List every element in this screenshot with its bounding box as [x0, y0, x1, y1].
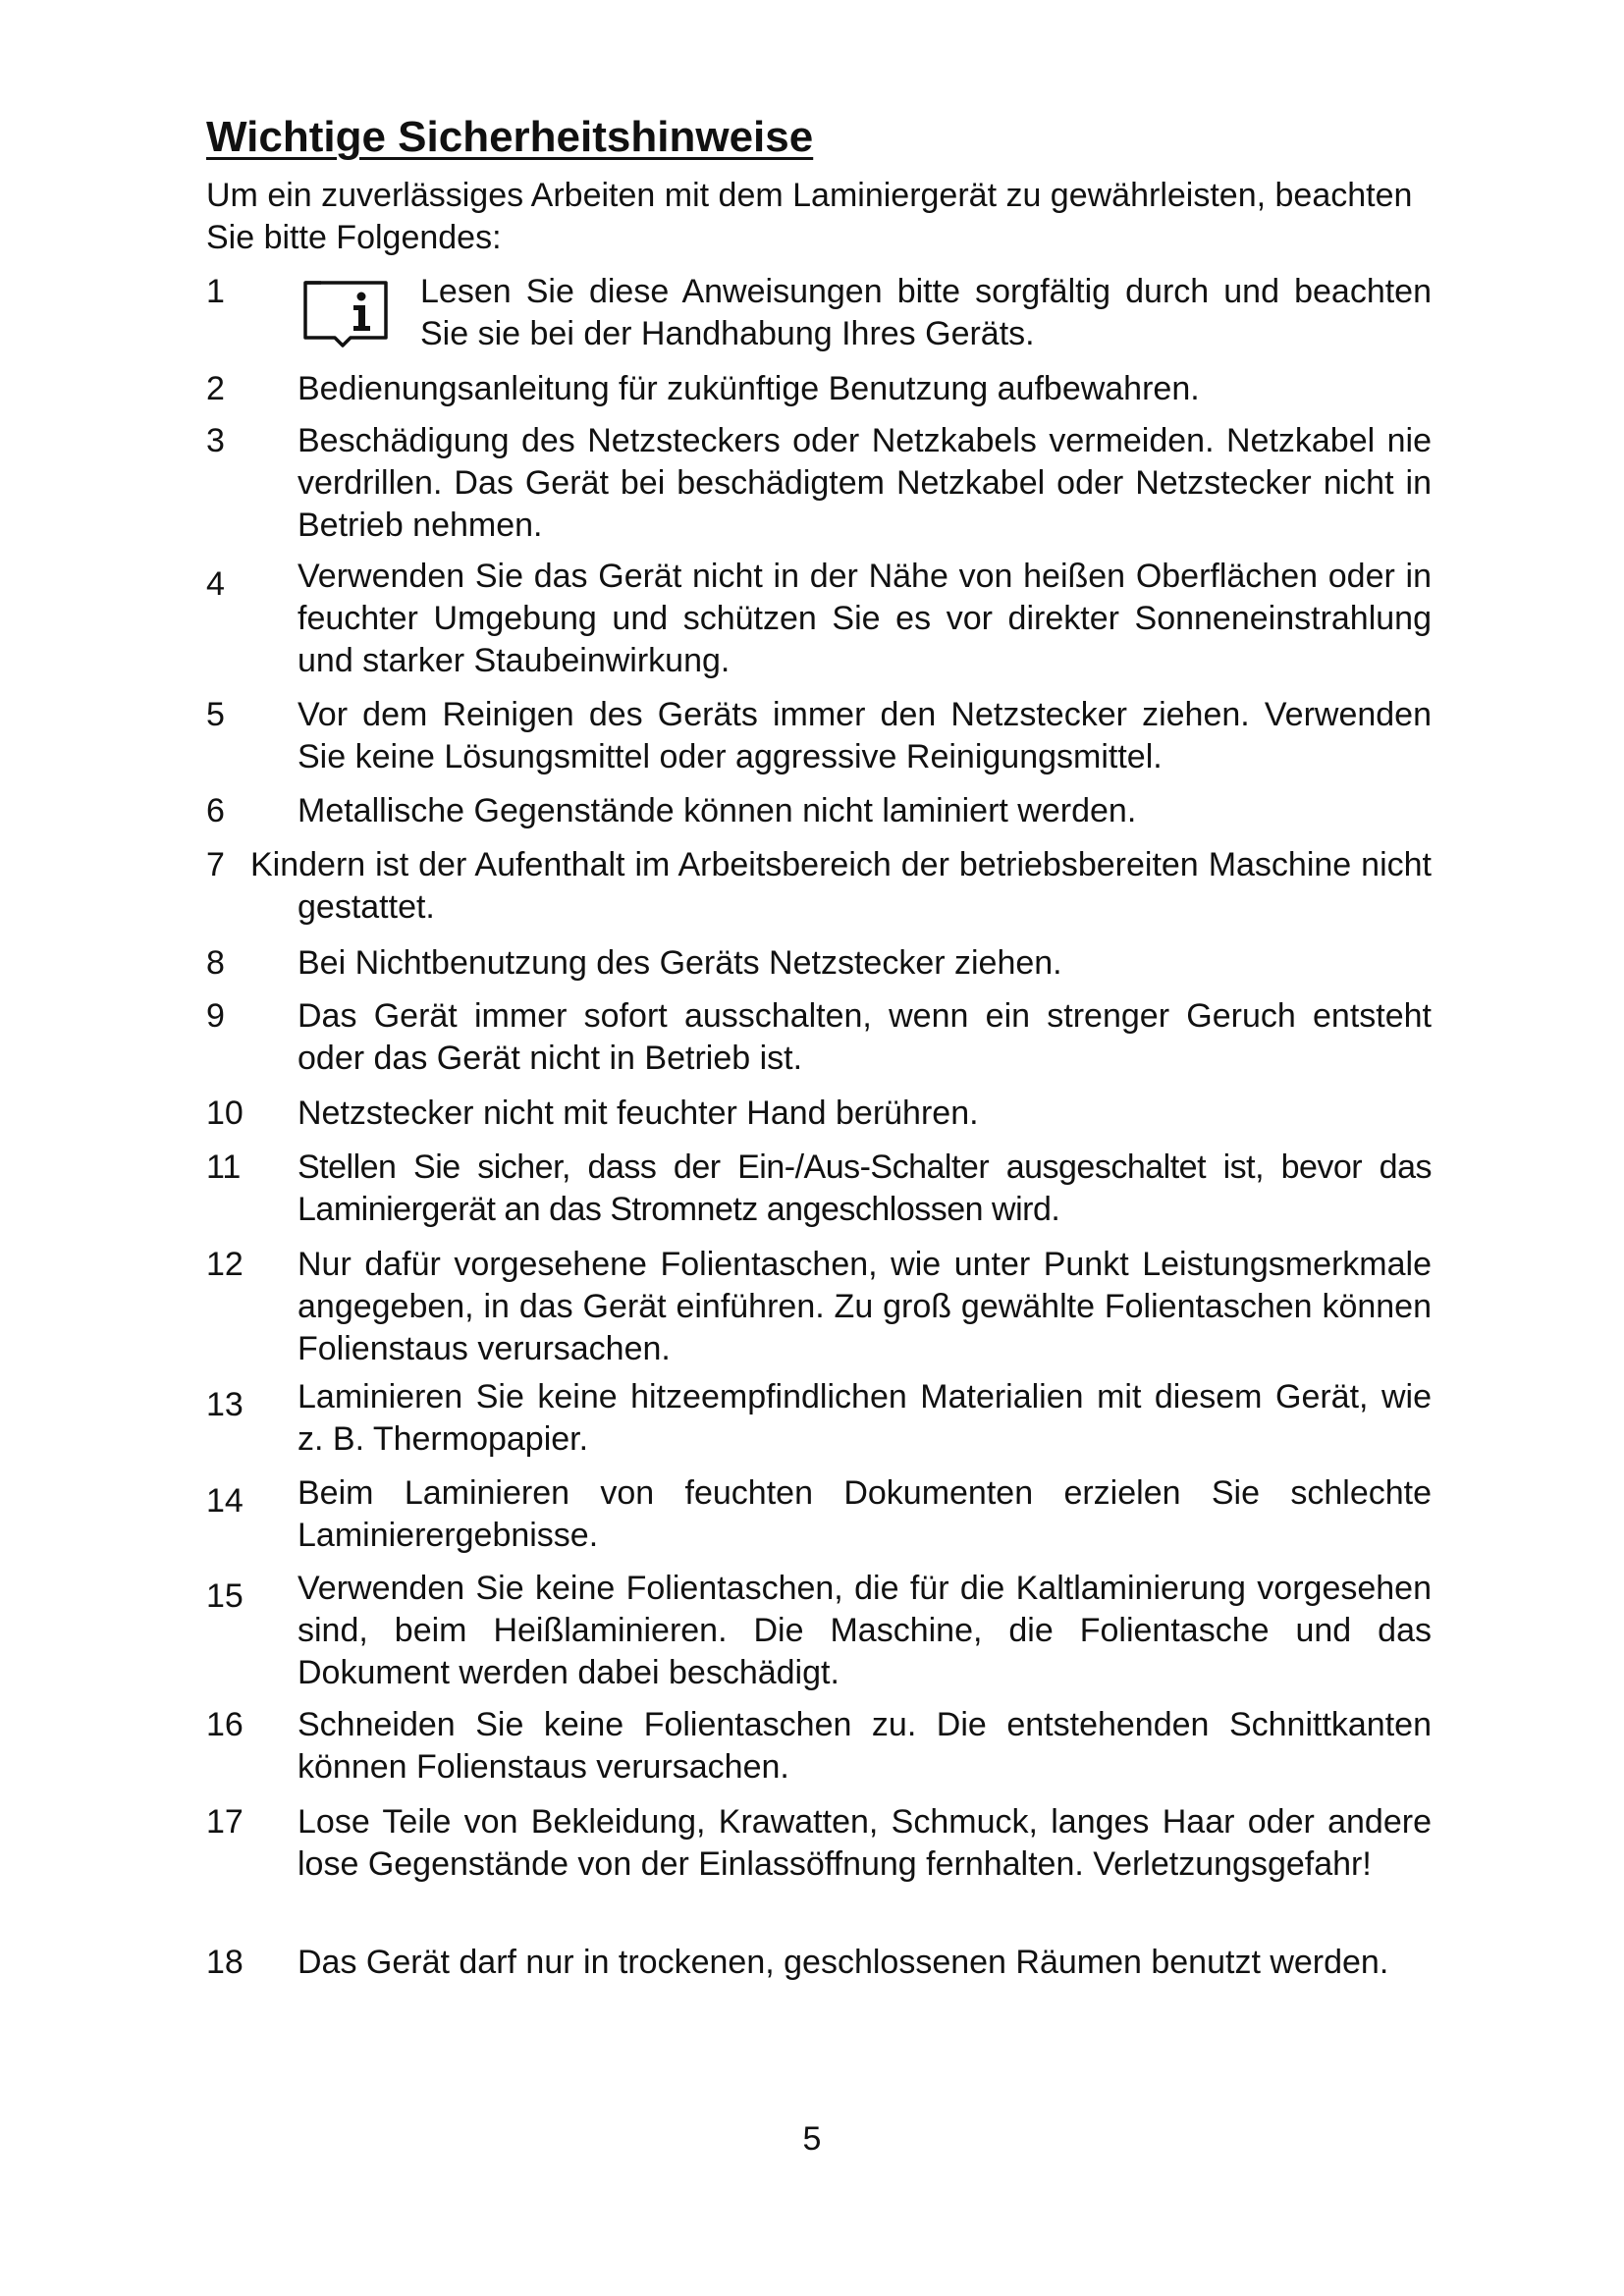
page-number: 5: [802, 2120, 822, 2158]
list-item-10: [206, 1093, 1453, 1135]
item-text: Verwenden Sie keine Folientaschen, die für die Kaltlaminierung vorgesehen sind, beim Heißlaminieren. Die Maschine, die Folientasche und das Dokument werden dabei beschädigt.: [298, 1570, 1432, 1691]
item-number: 10: [206, 1095, 244, 1132]
item-number: 7: [206, 846, 225, 883]
list-item-7: [206, 844, 1453, 929]
list-item-4: [206, 556, 1453, 682]
list-item-14: [206, 1472, 1453, 1557]
item-text: Metallische Gegenstände können nicht laminiert werden.: [298, 792, 1137, 829]
list-item-3: [206, 420, 1453, 547]
item-text: Netzstecker nicht mit feuchter Hand berühren.: [298, 1095, 979, 1132]
item-number: 16: [206, 1706, 244, 1743]
item-text: Bei Nichtbenutzung des Geräts Netzstecker ziehen.: [298, 944, 1062, 982]
item-number: 6: [206, 792, 225, 829]
item-number: 9: [206, 997, 225, 1035]
item-text: Laminieren Sie keine hitzeempfindlichen Materialien mit diesem Gerät, wie z. B. Thermopapier.: [298, 1378, 1432, 1458]
manual-info-icon: [298, 275, 394, 351]
list-item-6: [206, 790, 1453, 832]
item-text: Lose Teile von Bekleidung, Krawatten, Schmuck, langes Haar oder andere lose Gegenstände von der Einlassöffnung fernhalten. Verletzungsgefahr!: [298, 1803, 1432, 1883]
item-number: 18: [206, 1944, 244, 1981]
item-text: Schneiden Sie keine Folientaschen zu. Die entstehenden Schnittkanten können Folienstaus verursachen.: [298, 1706, 1432, 1786]
intro-paragraph: Um ein zuverlässiges Arbeiten mit dem Laminiergerät zu gewährleisten, beachten Sie bitte Folgendes:: [206, 177, 1413, 256]
list-item-16: [206, 1704, 1453, 1789]
item-number: 13: [206, 1386, 244, 1423]
item-number: 3: [206, 422, 225, 459]
item-text: Beim Laminieren von feuchten Dokumenten erzielen Sie schlechte Laminierergebnisse.: [298, 1474, 1432, 1554]
page-title: Wichtige Sicherheitshinweise: [206, 113, 814, 161]
item-text: Das Gerät immer sofort ausschalten, wenn ein strenger Geruch entsteht oder das Gerät nicht in Betrieb ist.: [298, 997, 1432, 1077]
item-number: 2: [206, 370, 225, 407]
item-number: 4: [206, 565, 225, 603]
item-number: 5: [206, 696, 225, 733]
list-item-12: [206, 1244, 1453, 1370]
item-text: Kindern ist der Aufenthalt im Arbeitsbereich der betriebsbereiten Maschine nicht gestattet.: [250, 846, 1432, 926]
item-text: Stellen Sie sicher, dass der Ein-/Aus-Schalter ausgeschaltet ist, bevor das Laminiergerät an das Stromnetz angeschlossen wird.: [298, 1148, 1432, 1228]
list-item-9: [206, 995, 1453, 1080]
list-item-11: [206, 1147, 1453, 1231]
list-item-15: [206, 1568, 1453, 1694]
item-number: 12: [206, 1246, 244, 1283]
item-number: 15: [206, 1577, 244, 1615]
item-text: Lesen Sie diese Anweisungen bitte sorgfältig durch und beachten Sie sie bei der Handhabung Ihres Geräts.: [420, 273, 1432, 352]
item-number: 1: [206, 273, 225, 310]
item-text: Nur dafür vorgesehene Folientaschen, wie unter Punkt Leistungsmerkmale angegeben, in das Gerät einführen. Zu groß gewählte Folientaschen können Folienstaus verursachen.: [298, 1246, 1432, 1367]
item-number: 8: [206, 944, 225, 982]
list-item-2: [206, 368, 1453, 410]
item-number: 17: [206, 1803, 244, 1841]
item-text: Verwenden Sie das Gerät nicht in der Nähe von heißen Oberflächen oder in feuchter Umgebung und schützen Sie es vor direkter Sonneneinstrahlung und starker Staubeinwirkung.: [298, 558, 1432, 679]
list-item-8: [206, 942, 1453, 985]
list-item-13: [206, 1376, 1453, 1461]
list-item-18: [206, 1942, 1453, 1984]
list-item-5: [206, 694, 1453, 778]
list-item-17: [206, 1801, 1453, 1886]
item-text: Das Gerät darf nur in trockenen, geschlossenen Räumen benutzt werden.: [298, 1944, 1389, 1981]
item-text: Beschädigung des Netzsteckers oder Netzkabels vermeiden. Netzkabel nie verdrillen. Das Gerät bei beschädigtem Netzkabel oder Netzstecker nicht in Betrieb nehmen.: [298, 422, 1432, 544]
item-number: 11: [206, 1148, 242, 1186]
item-text: Bedienungsanleitung für zukünftige Benutzung aufbewahren.: [298, 370, 1200, 407]
list-item-1: [206, 271, 1453, 355]
item-number: 14: [206, 1482, 244, 1520]
item-text: Vor dem Reinigen des Geräts immer den Netzstecker ziehen. Verwenden Sie keine Lösungsmittel oder aggressive Reinigungsmittel.: [298, 696, 1432, 775]
